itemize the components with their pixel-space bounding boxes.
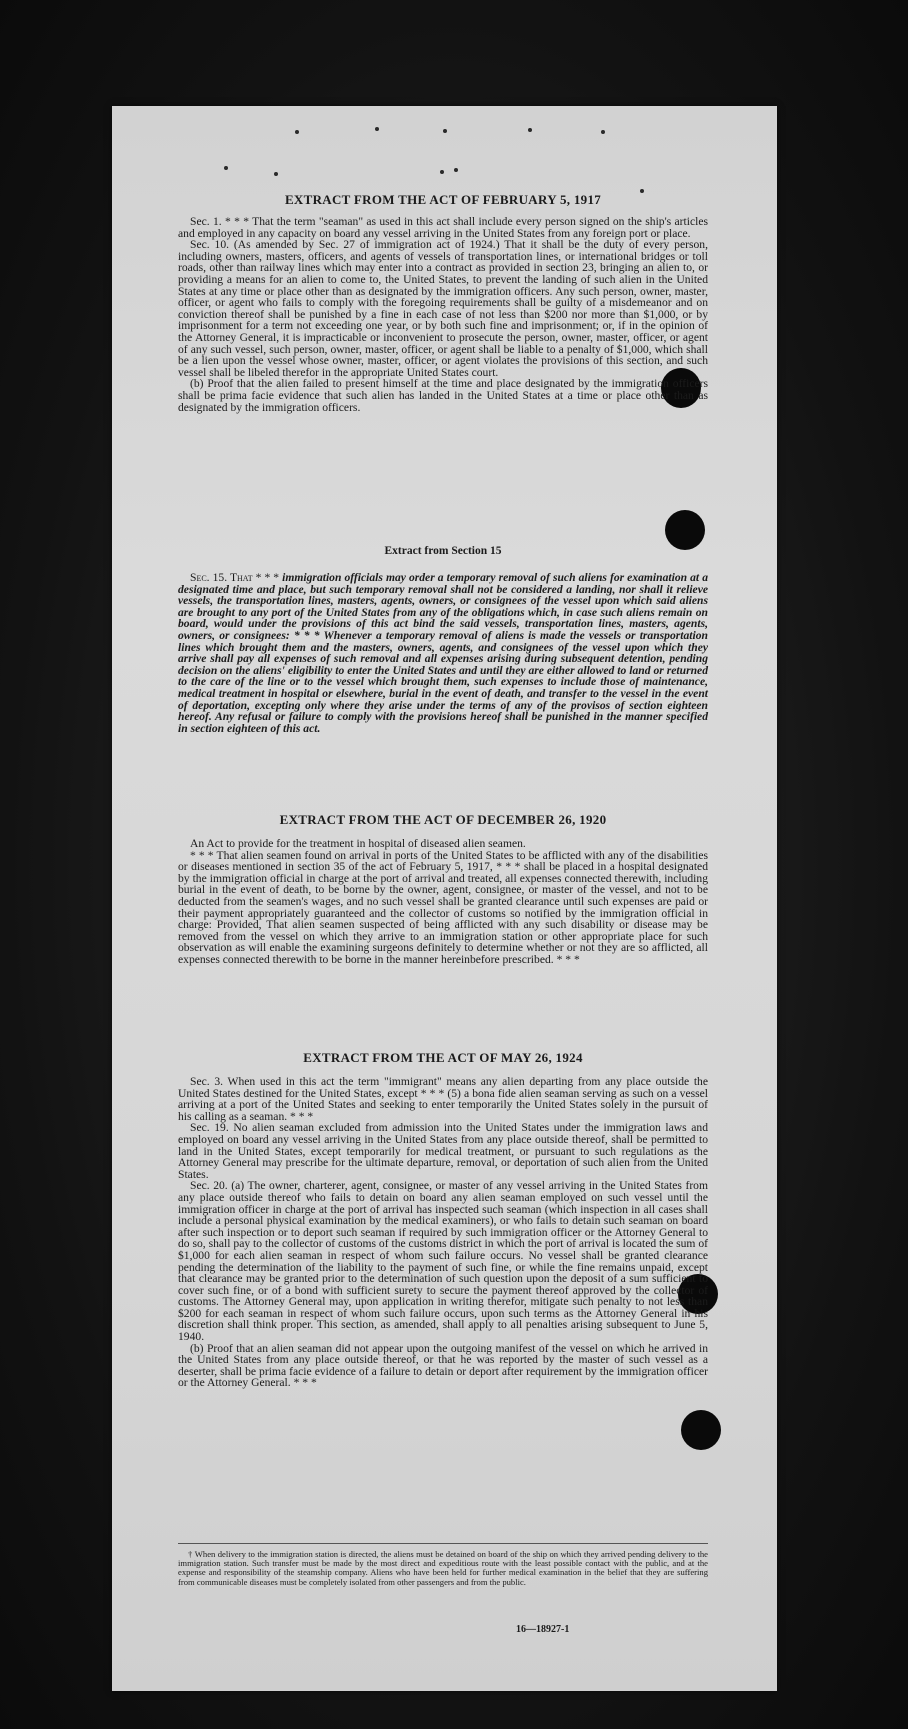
footnote-text: † When delivery to the immigration station is directed, the aliens must be detained on board of the ship on which they arrived pending delivery to the immigration station. Such transfer must be made by the most direct and expeditious route with the least possible contact with the public, and at the expense and responsibility of the steamship company. Aliens who have been held for further medical examination in the belief that they are suffering from communicable diseases must be completely isolated from other passengers and from the public. <box>178 1549 708 1587</box>
ink-speck <box>295 130 299 134</box>
footnote-divider <box>178 1543 708 1544</box>
act-1920-title: An Act to provide for the treatment in hospital of diseased alien seamen. <box>190 837 526 850</box>
heading-act-1917: EXTRACT FROM THE ACT OF FEBRUARY 5, 1917 <box>284 192 602 207</box>
punch-hole <box>681 1410 721 1450</box>
ink-speck <box>443 129 447 133</box>
section-19-text: Sec. 19. No alien seaman excluded from admission into the United States under the immigration laws and employed on board any vessel arriving in the United States from any place outside thereof, shall be permitted to land in the United States, except temporarily for medical treatment, or pursuant to such regulations as the Attorney General may prescribe for the ultimate departure, removal, or deportation of such alien from the United States. <box>178 1121 708 1181</box>
heading-section-15: Extract from Section 15 <box>384 545 502 557</box>
ink-speck <box>528 128 532 132</box>
ink-speck <box>601 130 605 134</box>
document-page <box>112 106 777 1691</box>
ink-speck <box>454 168 458 172</box>
ink-speck <box>375 127 379 131</box>
section-15-text: immigration officials may order a temporary removal of such aliens for examination at a designated time and place, but such temporary removal shall not be considered a landing, nor shall it relieve vessels, the transportation lines, masters, agents, owners, or consignees of the vessel upon which said aliens are brought to any port of the United States from any of the obligations which, in case such aliens remain on board, would under the provisions of this act bind the said vessels, transportation lines, masters, agents, owners, or consignees: * * * Whenever a temporary removal of aliens is made the vessels or transportation lines which brought them and the masters, owners, agents, and consignees of the vessel upon which they arrive shall pay all expenses of such removal and all expenses arising during subsequent detention, pending decision on the aliens' eligibility to enter the United States and until they are either allowed to land or returned to the care of the line or to the vessel which brought them, such expenses to include those of maintenance, medical treatment in hospital or elsewhere, burial in the event of death, and transfer to the vessel in the event of deportation, excepting only where they arise under the terms of any of the provisos of section eighteen hereof. Any refusal or failure to comply with the provisions hereof shall be punished in the manner specified in section eighteen of this act. <box>178 571 708 735</box>
ink-speck <box>274 172 278 176</box>
form-number: 16—18927-1 <box>516 1624 570 1635</box>
heading-act-1924: EXTRACT FROM THE ACT OF MAY 26, 1924 <box>303 1050 583 1065</box>
section-15-lead: Sec. 15. That * * * <box>190 571 283 584</box>
section-20-text: Sec. 20. (a) The owner, charterer, agent, consignee, or master of any vessel arriving in the United States from any place outside thereof who fails to detain on board any alien seaman employed on such vessel until the immigration officer in charge at the port of arrival has inspected such seaman (which inspection in all cases shall include a personal physical examination by the medical examiners), or who fails to detain such seaman on board after such inspection or to deport such seaman if required by such immigration officer or the Attorney General to do so, shall pay to the collector of customs of the customs district in which the port of arrival is located the sum of $1,000 for each alien seaman in respect of whom such failure occurs. No vessel shall be granted clearance pending the determination of the liability to the payment of such fine, or while the fine remains unpaid, except that clearance may be granted prior to the determination of such question upon the deposit of a sum sufficient to cover such fine, or of a bond with sufficient surety to secure the payment thereof approved by the collector of customs. The Attorney General may, upon application in writing therefor, mitigate such penalty to not less than $200 for each seaman in respect of whom such failure occurs, upon such terms as the Attorney General in his discretion shall think proper. This section, as amended, shall apply to all penalties arising subsequent to June 5, 1940. <box>178 1179 708 1344</box>
section-3-text: Sec. 3. When used in this act the term "immigrant" means any alien departing from any place outside the United States destined for the United States, except * * * (5) a bona fide alien seaman serving as such on a vessel arriving at a port of the United States and seeking to enter temporarily the United States solely in the pursuit of his calling as a seaman. * * * <box>178 1075 708 1123</box>
section-20b-text: (b) Proof that an alien seaman did not appear upon the outgoing manifest of the vessel on which he arrived in the United States from any place outside thereof, or that he was reported by the master of such vessel as a deserter, shall be prima facie evidence of a failure to detain or deport after requirement by the immigration officer or the Attorney General. * * * <box>178 1341 708 1390</box>
heading-act-1920: EXTRACT FROM THE ACT OF DECEMBER 26, 1920 <box>279 812 607 827</box>
section-10b-text: (b) Proof that the alien failed to present himself at the time and place designated by the immigration officers shall be prima facie evidence that such alien has landed in the United States at a time or place other than as designated by the immigration officers. <box>178 377 708 414</box>
ink-speck <box>440 170 444 174</box>
act-1920-text: * * * That alien seamen found on arrival in ports of the United States to be afflicted with any of the disabilities or diseases mentioned in section 35 of the act of February 5, 1917, * * * shall be placed in a hospital designated by the immigration official in charge at the port of arrival and treated, all expenses connected therewith, including burial in the event of death, to be borne by the owner, agent, consignee, or master of the vessel, and not to be deducted from the seamen's wages, and no such vessel shall be granted clearance until such expenses are paid or their payment appropriately guaranteed and the collector of customs so notified by the immigration official in charge: Provided, That alien seamen suspected of being afflicted with any such disability or disease may be removed from the vessel on which they arrive to an immigration station or other appropriate place for such observation as will enable the examining surgeons definitely to determine whether or not they are so afflicted, all expenses connected therewith to be borne in the manner hereinbefore prescribed. * * * <box>178 848 708 966</box>
ink-speck <box>224 166 228 170</box>
section-10-text: Sec. 10. (As amended by Sec. 27 of immigration act of 1924.) That it shall be the duty of every person, including owners, masters, officers, and agents of vessels of transportation lines, or international bridges or toll roads, other than railway lines which may enter into a contract as provided in section 23, bringing an alien to, or providing a means for an alien to come to, the United States, to prevent the landing of such alien in the United States at any time or place other than as designated by the immigration officers. Any such person, owner, master, officer, or agent who fails to comply with the foregoing requirements shall be guilty of a misdemeanor and on conviction thereof shall be punished by a fine in each case of not less than $200 nor more than $1,000, or by imprisonment for a term not exceeding one year, or by both such fine and imprisonment; or, if in the opinion of the Attorney General, it is impracticable or inconvenient to prosecute the person, owner, master, officer, or agent of any such vessel, such person, owner, master, officer, or agent shall be liable to a penalty of $1,000, which shall be a lien upon the vessel whose owner, master, officer, or agent violates the provisions of this section, and such vessel shall be libeled therefor in the appropriate United States court. <box>178 238 708 379</box>
punch-hole <box>665 510 705 550</box>
ink-speck <box>640 189 644 193</box>
section-1-text: Sec. 1. * * * That the term "seaman" as used in this act shall include every person signed on the ship's articles and employed in any capacity on board any vessel arriving in the United States from any foreign port or place. <box>178 215 708 240</box>
